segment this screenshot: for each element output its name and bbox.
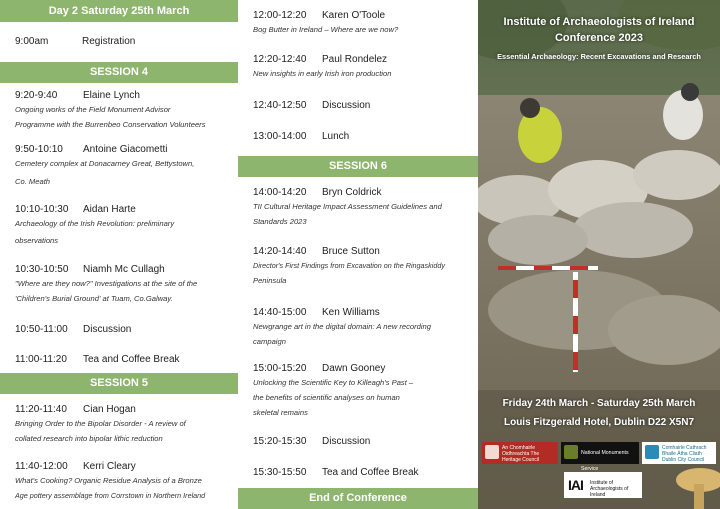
programme-column-2 (238, 0, 478, 509)
dublin-city-council-logo (642, 442, 716, 464)
talk-title-line: TII Cultural Heritage Impact Assessment Guidelines and (253, 202, 442, 211)
talk-title-line: Cemetery complex at Donacarney Great, Bettystown, (15, 159, 195, 168)
talk-title-line: Ongoing works of the Field Monument Advisor (15, 105, 171, 114)
session-6-header: SESSION 6 (238, 156, 478, 177)
national-monuments-service-logo (561, 442, 639, 472)
talk-title-line: Bringing Order to the Bipolar Disorder - A review of (15, 419, 186, 428)
programme-item (253, 362, 474, 420)
registration-row (15, 35, 234, 48)
talk-title-line: collated research into bipolar lithic reduction (15, 434, 163, 443)
time: 10:30-10:50 (15, 264, 69, 275)
end-of-conference-banner: End of Conference (238, 488, 478, 509)
talk-title-line: "Where are they now?" Investigations at the site of the (15, 279, 198, 288)
heritage-council-icon (485, 445, 499, 459)
time: 15:20-15:30 (253, 436, 307, 447)
talk-title-line: the benefits of scientific analyses on human (253, 393, 400, 402)
speaker: Ken Williams (322, 307, 380, 318)
talk-title-line: Director's First Findings from Excavation on the Ringaskiddy (253, 261, 445, 270)
talk-title-line: Newgrange art in the digital domain: A new recording (253, 322, 431, 331)
session-4-header: SESSION 4 (0, 62, 238, 83)
speaker: Aidan Harte (83, 204, 136, 215)
time: 15:00-15:20 (253, 363, 307, 374)
harp-icon (564, 445, 578, 459)
programme-item (253, 130, 474, 143)
talk-title-line: Peninsula (253, 276, 287, 285)
speaker: Karen O'Toole (322, 10, 386, 21)
time: 11:00-11:20 (15, 354, 67, 365)
speaker: Kerri Cleary (83, 461, 136, 472)
talk-title-line: Standards 2023 (253, 217, 307, 226)
title-line-2: Conference 2023 (554, 32, 644, 44)
talk-title-line: Programme with the Burrenbeo Conservation Volunteers (15, 120, 206, 129)
time: 11:20-11:40 (15, 404, 67, 415)
talk-title-line: What's Cooking? Organic Residue Analysis of a Bronze (15, 476, 202, 485)
talk-title-line: Bog Butter in Ireland – Where are we now? (253, 25, 399, 34)
programme-item (253, 466, 474, 479)
conference-dates: Friday 24th March - Saturday 25th March (502, 398, 696, 409)
conference-subtitle: Essential Archaeology: Recent Excavations and Research (497, 52, 701, 61)
time: 9:20-9:40 (15, 90, 58, 101)
time: 9:00am (15, 36, 49, 47)
speaker: Dawn Gooney (322, 363, 386, 374)
iai-logo (564, 472, 642, 498)
heritage-council-text: An Chomhairle Oidhreachta The Heritage Council (502, 445, 540, 463)
talk-title-line: observations (15, 236, 59, 245)
title: Discussion (322, 100, 371, 111)
time: 10:50-11:00 (15, 324, 68, 335)
time: 14:40-15:00 (253, 307, 307, 318)
speaker: Cian Hogan (83, 404, 136, 415)
speaker: Elaine Lynch (83, 90, 140, 101)
title: Discussion (83, 324, 132, 335)
talk-title-line: Archaeology of the Irish Revolution: preliminary (15, 219, 175, 228)
nms-text: National Monuments Service (581, 450, 629, 472)
conference-venue: Louis Fitzgerald Hotel, Dublin D22 X5N7 (503, 417, 695, 428)
programme-item (253, 245, 474, 288)
programme-item (253, 435, 474, 448)
talk-title-line: Unlocking the Scientific Key to Killeagh's Past – (253, 378, 414, 387)
programme-item (15, 143, 234, 189)
speaker: Bryn Coldrick (322, 187, 382, 198)
programme-item (15, 89, 234, 132)
time: 12:20-12:40 (253, 54, 307, 65)
speaker: Bruce Sutton (322, 246, 380, 257)
title-line-1: Institute of Archaeologists of Ireland (503, 16, 695, 28)
time: 12:00-12:20 (253, 10, 307, 21)
title: Discussion (322, 436, 371, 447)
programme-item (253, 306, 474, 349)
programme-item (15, 203, 234, 248)
programme-item (253, 53, 474, 81)
time: 11:40-12:00 (15, 461, 68, 472)
time: 13:00-14:00 (253, 131, 307, 142)
title: Tea and Coffee Break (83, 354, 180, 365)
title: Tea and Coffee Break (322, 467, 419, 478)
title: Lunch (322, 131, 350, 142)
iai-text: Institute of Archaeologists of Ireland (590, 480, 629, 498)
time: 15:30-15:50 (253, 467, 307, 478)
conference-title (478, 14, 720, 46)
time: 14:20-14:40 (253, 246, 307, 257)
speaker: Paul Rondelez (322, 54, 388, 65)
dcc-icon (645, 445, 659, 459)
time: 9:50-10:10 (15, 144, 63, 155)
dcc-text: Comhairle Cathrach Bhaile Átha Cliath Dublin City Council (662, 445, 707, 463)
talk-title-line: Co. Meath (15, 177, 51, 186)
heritage-council-logo (482, 442, 558, 464)
programme-item (15, 323, 234, 336)
talk-title-line: New insights in early Irish iron production (253, 69, 392, 78)
programme-item (15, 403, 234, 446)
cover-panel (478, 0, 720, 509)
day-2-header: Day 2 Saturday 25th March (0, 0, 238, 22)
excavation-photo (478, 0, 720, 509)
speaker: Antoine Giacometti (83, 144, 168, 155)
programme-item (15, 263, 234, 306)
title: Registration (82, 36, 136, 47)
programme-item (15, 460, 234, 503)
time: 12:40-12:50 (253, 100, 307, 111)
talk-title-line: skeletal remains (253, 408, 308, 417)
programme-item (253, 9, 474, 37)
speaker: Niamh Mc Cullagh (83, 264, 165, 275)
iai-mark: IAI (568, 477, 583, 493)
talk-title-line: Age pottery assemblage from Corrstown in Northern Ireland (15, 491, 206, 500)
time: 10:10-10:30 (15, 204, 69, 215)
time: 14:00-14:20 (253, 187, 307, 198)
excavation-illustration (478, 0, 720, 509)
session-5-header: SESSION 5 (0, 373, 238, 394)
programme-item (253, 186, 474, 229)
programme-item (15, 353, 234, 366)
talk-title-line: 'Children's Burial Ground' at Tuam, Co.Galway. (15, 294, 173, 303)
talk-title-line: campaign (253, 337, 286, 346)
programme-item (253, 99, 474, 112)
programme-column-1 (0, 0, 238, 509)
